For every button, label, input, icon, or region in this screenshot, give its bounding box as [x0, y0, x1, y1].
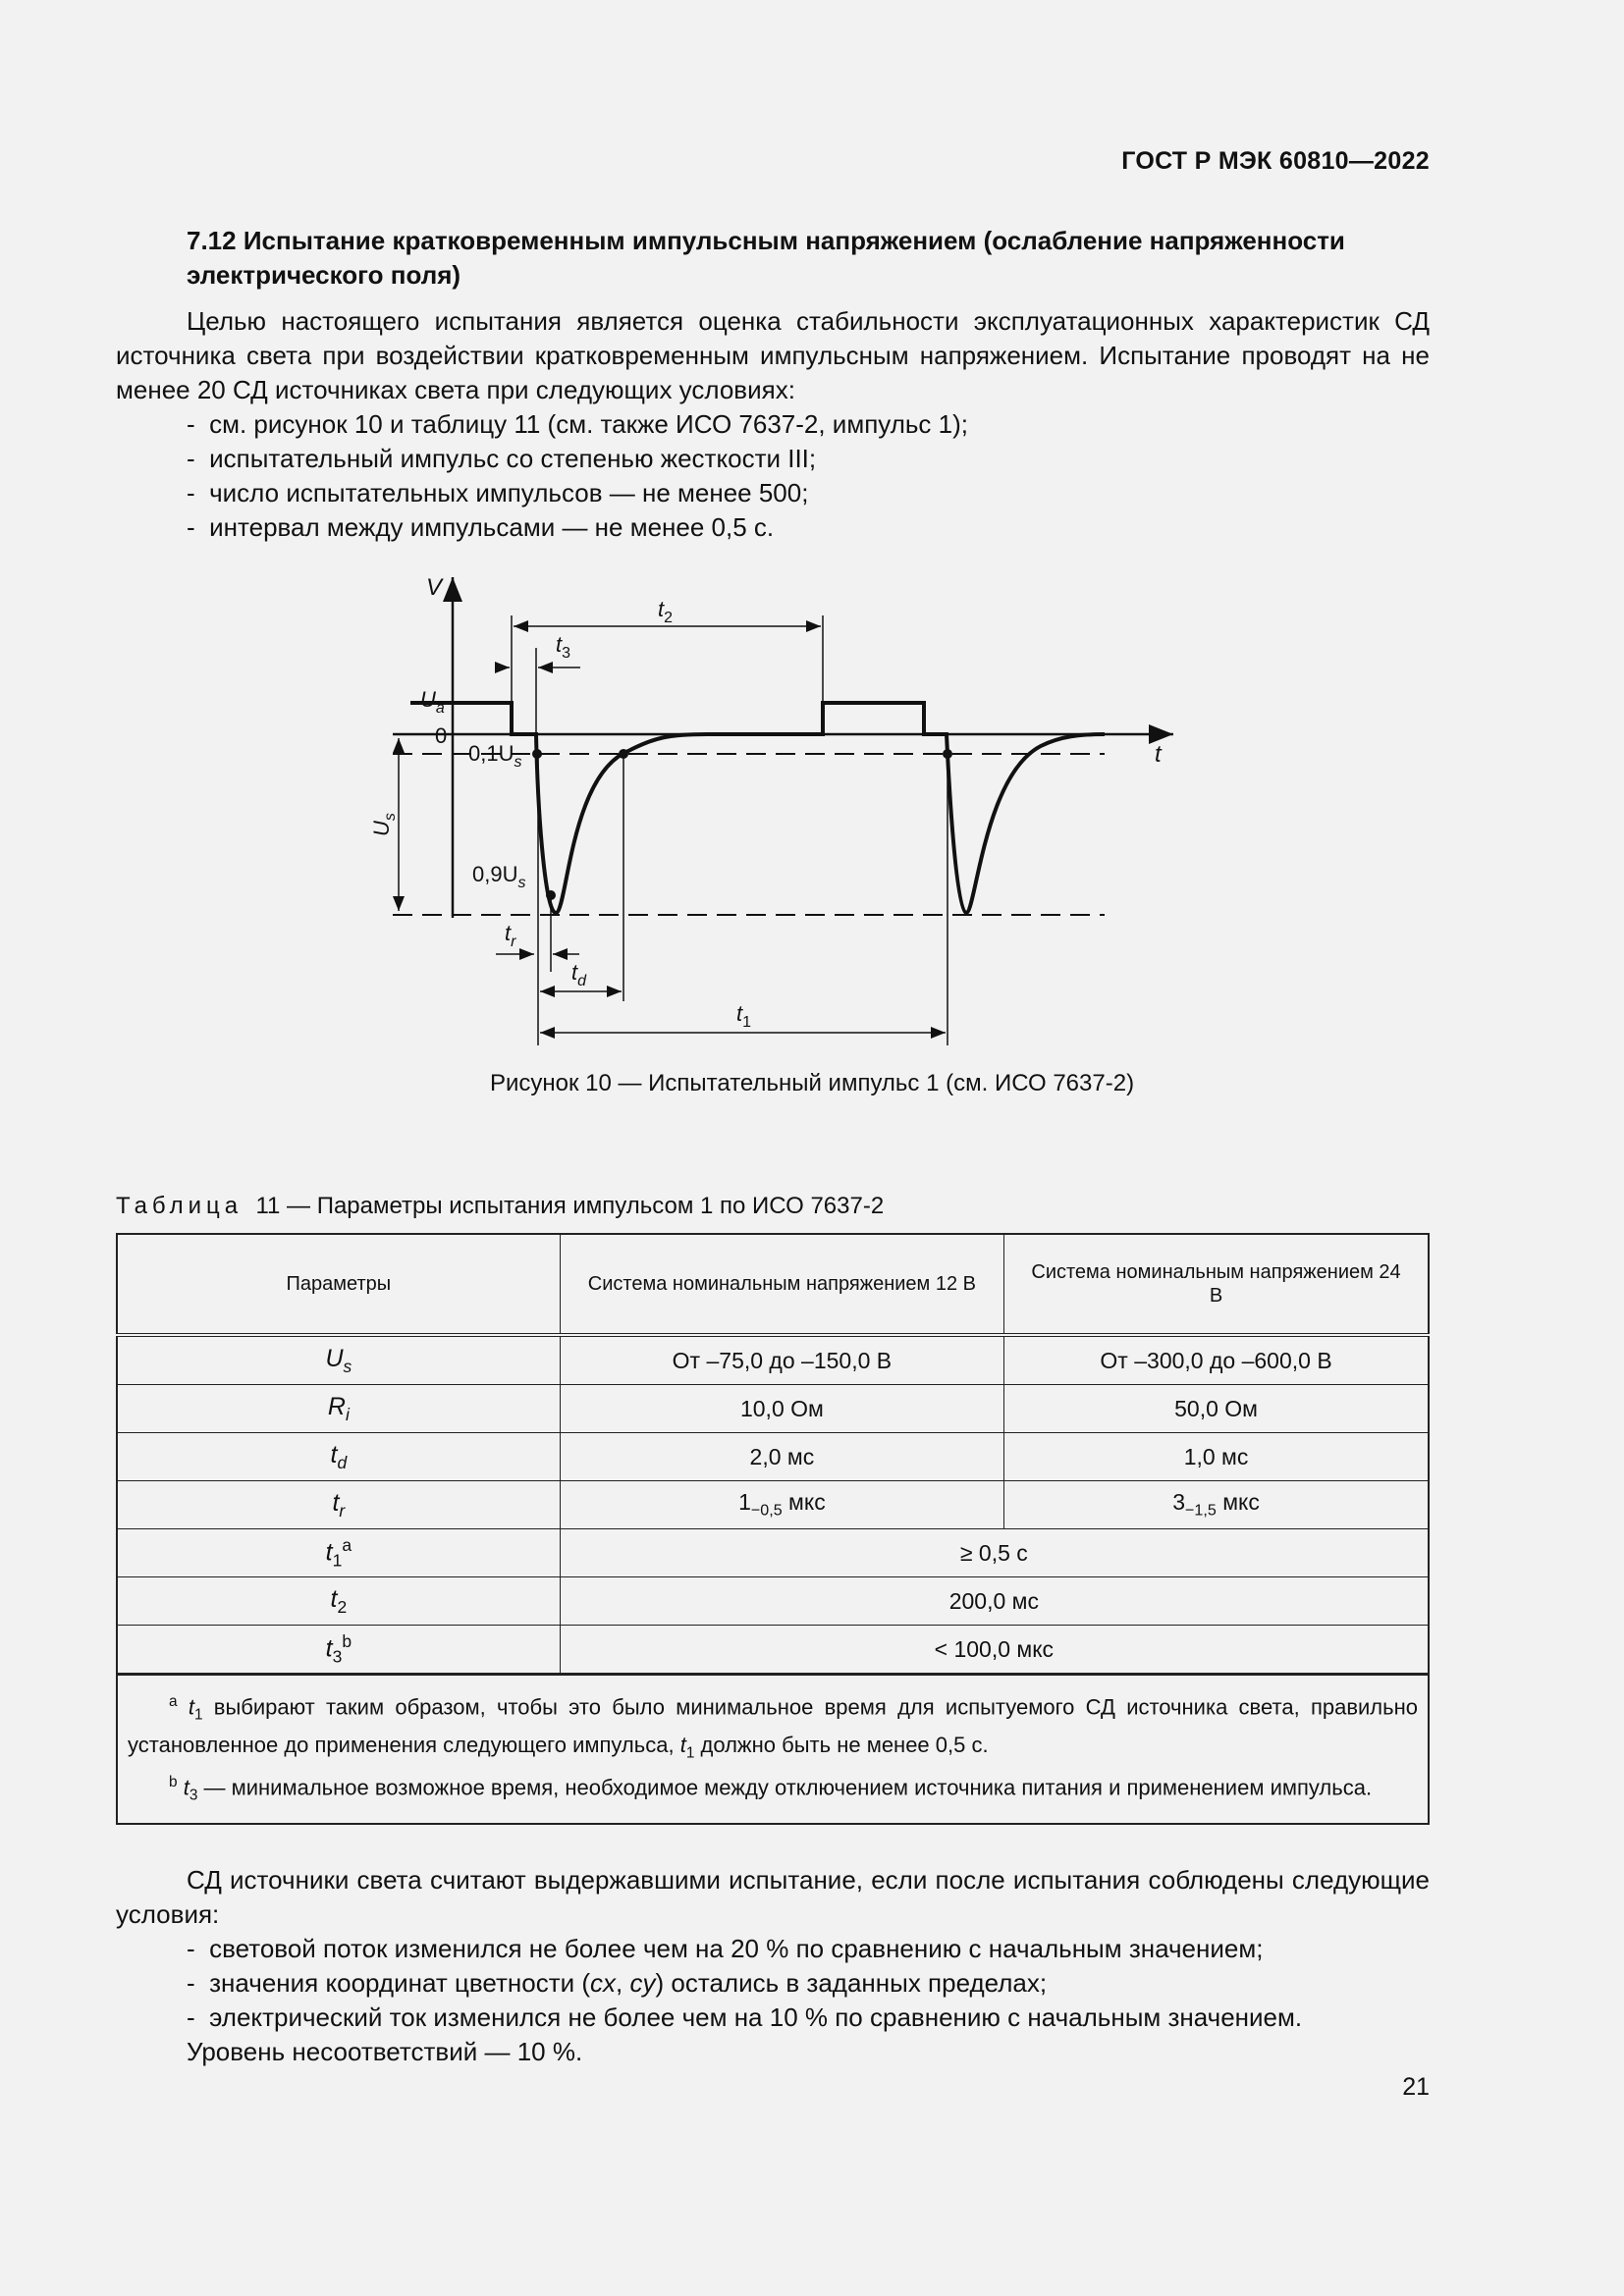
list-item: - испытательный импульс со степенью жесткости III; [187, 444, 817, 473]
list-item: - интервал между импульсами — не менее 0,5 с. [187, 512, 775, 542]
intro-text: Целью настоящего испытания является оценка стабильности эксплуатационных характеристик СД источника света при воздействии кратковременным импульсным напряжением. Испытание проводят на не менее 20 СД источниках света при следующих условиях: [116, 306, 1430, 404]
param-cell: $U_s$ [117, 1335, 560, 1385]
figure-caption: Рисунок 10 — Испытательный импульс 1 (см. ИСО 7637-2) [489, 1070, 1135, 1096]
point-01us-a [532, 749, 542, 759]
outro-paragraph [116, 1863, 1430, 1932]
pulse-diagram [363, 569, 1208, 1060]
value-cell: $3_{-1,5}$ мкс [1004, 1481, 1429, 1529]
label-zero: 0 [435, 723, 448, 748]
value-cell: $1_{-0,5}$ мкс [560, 1481, 1003, 1529]
table-header-row [117, 1234, 1429, 1335]
section-number: 7.12 [187, 226, 237, 255]
page-number: 21 [1402, 2073, 1430, 2101]
label-tr: $t_r$ [505, 921, 516, 950]
table-row [117, 1626, 1429, 1675]
footnote-b: $^b$ $t_3$ — минимальное возможное время, необходимое между отключением источника питания и применением импульса. [169, 1774, 1373, 1804]
value-cell: 10,0 Ом [560, 1385, 1003, 1433]
list-item: - световой поток изменился не более чем на 20 % по сравнению с начальным значением; [187, 1934, 1264, 1963]
label-us: $U_s$ [369, 813, 399, 836]
list-item: - значения координат цветности (cx, cy) остались в заданных пределах; [187, 1968, 1048, 1998]
label-09us: $0,9U_s$ [472, 862, 526, 891]
table-row [117, 1335, 1429, 1385]
label-01us: $0,1U_s$ [468, 741, 522, 771]
nonconformity-level: Уровень несоответствий — 10 %. [187, 2037, 583, 2066]
intro-bullet-list [187, 407, 968, 545]
label-v: V [426, 574, 443, 601]
footnote-a: $^a$ $t_1$ выбирают таким образом, чтобы это было минимальное время для испытуемого СД источника света, правильно установленное до применения следующего импульса, $t_1$ должно быть не менее 0,5 с. [128, 1693, 1418, 1762]
list-item: - электрический ток изменился не более чем на 10 % по сравнению с начальным значением. [187, 2002, 1303, 2032]
table-row [117, 1481, 1429, 1529]
section-title: Испытание кратковременным импульсным напряжением (ослабление напряженности электрического поля) [187, 226, 1345, 290]
value-cell: 50,0 Ом [1004, 1385, 1429, 1433]
header-cell: Параметры [117, 1234, 560, 1335]
value-cell: От –300,0 до –600,0 В [1004, 1335, 1429, 1385]
table-row [117, 1385, 1429, 1433]
intro-paragraph [116, 304, 1430, 407]
list-item: - см. рисунок 10 и таблицу 11 (см. также ИСО 7637-2, импульс 1); [187, 409, 968, 439]
param-cell: $t_2$ [117, 1577, 560, 1626]
param-cell: $R_i$ [117, 1385, 560, 1433]
table-footnotes [117, 1675, 1429, 1824]
header-cell: Система номинальным напряжением 12 В [560, 1234, 1003, 1335]
table-title: Таблица 11 — Параметры испытания импульсом 1 по ИСО 7637-2 [116, 1193, 885, 1219]
parameters-table [116, 1233, 1430, 1825]
value-cell: 1,0 мс [1004, 1433, 1429, 1481]
value-cell: 200,0 мс [560, 1577, 1429, 1626]
param-cell: $t_r$ [117, 1481, 560, 1529]
outro-text: СД источники света считают выдержавшими испытание, если после испытания соблюдены следующие условия: [116, 1865, 1430, 1929]
label-t: t [1155, 741, 1162, 768]
label-td: $t_d$ [571, 960, 587, 989]
table-row [117, 1433, 1429, 1481]
label-t1: $t_1$ [736, 1001, 752, 1031]
header-cell: Система номинальным напряжением 24 В [1004, 1234, 1429, 1335]
table-row [117, 1529, 1429, 1577]
label-t2: $t_2$ [658, 597, 674, 626]
section-heading [187, 224, 1430, 293]
list-item: - число испытательных импульсов — не менее 500; [187, 478, 809, 507]
label-t3: $t_3$ [556, 632, 571, 662]
value-cell: 2,0 мс [560, 1433, 1003, 1481]
outro-bullet-list [187, 1932, 1302, 2069]
param-cell: $t_1^a$ [117, 1529, 560, 1577]
footnote-cell [117, 1675, 1429, 1824]
param-cell: $t_d$ [117, 1433, 560, 1481]
value-cell: От –75,0 до –150,0 В [560, 1335, 1003, 1385]
document-code: ГОСТ Р МЭК 60810—2022 [1121, 147, 1430, 175]
label-ua: $U_a$ [420, 687, 445, 717]
value-cell: < 100,0 мкс [560, 1626, 1429, 1675]
value-cell: ≥ 0,5 с [560, 1529, 1429, 1577]
param-cell: $t_3^b$ [117, 1626, 560, 1675]
table-row [117, 1577, 1429, 1626]
